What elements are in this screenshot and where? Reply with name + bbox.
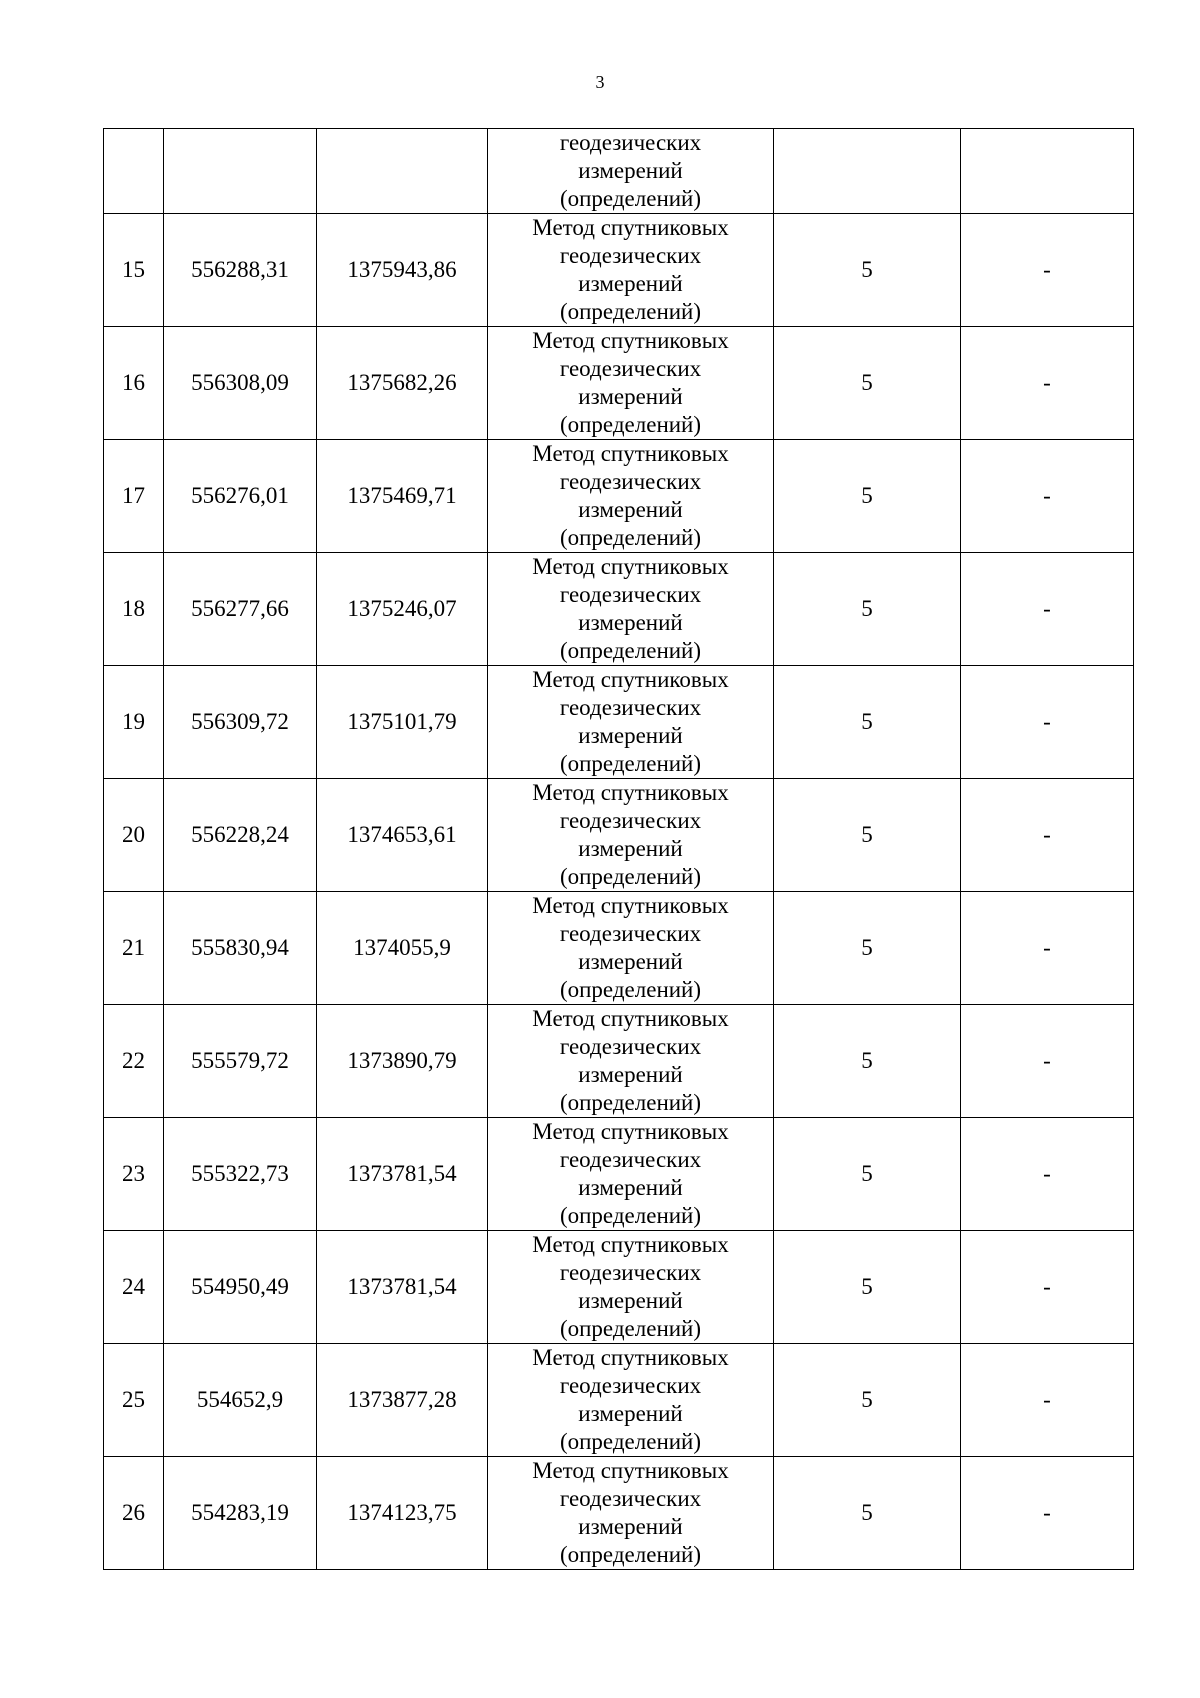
method-line: геодезических xyxy=(559,1147,702,1172)
method-line: измерений xyxy=(578,158,683,183)
method-line: Метод спутниковых xyxy=(532,1458,729,1483)
method-line: Метод спутниковых xyxy=(532,1119,729,1144)
cell-note: - xyxy=(961,1231,1134,1344)
cell-y: 1373877,28 xyxy=(317,1344,488,1457)
cell-note: - xyxy=(961,327,1134,440)
method-line: (определений) xyxy=(559,1090,702,1115)
cell-y: 1375469,71 xyxy=(317,440,488,553)
cell-note: - xyxy=(961,1005,1134,1118)
cell-num: 17 xyxy=(104,440,164,553)
cell-num: 19 xyxy=(104,666,164,779)
cell-y: 1373890,79 xyxy=(317,1005,488,1118)
cell-accuracy: 5 xyxy=(774,1231,961,1344)
method-line: геодезических xyxy=(559,1260,702,1285)
cell-num: 18 xyxy=(104,553,164,666)
cell-method xyxy=(488,1344,774,1457)
method-line: Метод спутниковых xyxy=(532,893,729,918)
cell-y: 1374055,9 xyxy=(317,892,488,1005)
method-line: измерений xyxy=(578,610,683,635)
method-line: измерений xyxy=(578,1401,683,1426)
method-line: измерений xyxy=(578,384,683,409)
cell-y: 1374123,75 xyxy=(317,1457,488,1570)
cell-y xyxy=(317,129,488,214)
method-line: (определений) xyxy=(559,186,702,211)
cell-note: - xyxy=(961,553,1134,666)
method-line: измерений xyxy=(578,497,683,522)
method-line: измерений xyxy=(578,1175,683,1200)
cell-y: 1373781,54 xyxy=(317,1231,488,1344)
method-line: (определений) xyxy=(559,525,702,550)
cell-x: 556277,66 xyxy=(164,553,317,666)
method-line: Метод спутниковых xyxy=(532,780,729,805)
cell-method xyxy=(488,214,774,327)
cell-x: 556228,24 xyxy=(164,779,317,892)
method-line: (определений) xyxy=(559,1316,702,1341)
cell-y: 1374653,61 xyxy=(317,779,488,892)
method-line: геодезических xyxy=(559,469,702,494)
method-line: Метод спутниковых xyxy=(532,1232,729,1257)
cell-num: 15 xyxy=(104,214,164,327)
cell-method xyxy=(488,1457,774,1570)
cell-method xyxy=(488,892,774,1005)
cell-x: 556308,09 xyxy=(164,327,317,440)
cell-num: 21 xyxy=(104,892,164,1005)
cell-note: - xyxy=(961,666,1134,779)
method-line: геодезических xyxy=(559,1486,702,1511)
table-row xyxy=(104,1118,1134,1231)
cell-note: - xyxy=(961,1344,1134,1457)
method-line: (определений) xyxy=(559,1429,702,1454)
cell-accuracy: 5 xyxy=(774,1344,961,1457)
cell-num: 20 xyxy=(104,779,164,892)
cell-method xyxy=(488,1005,774,1118)
cell-accuracy: 5 xyxy=(774,327,961,440)
cell-y: 1375246,07 xyxy=(317,553,488,666)
method-line: геодезических xyxy=(559,1034,702,1059)
cell-num: 25 xyxy=(104,1344,164,1457)
method-line: измерений xyxy=(578,1514,683,1539)
cell-method xyxy=(488,553,774,666)
method-line: (определений) xyxy=(559,751,702,776)
cell-method xyxy=(488,327,774,440)
method-line: Метод спутниковых xyxy=(532,554,729,579)
cell-accuracy xyxy=(774,129,961,214)
table-row xyxy=(104,1005,1134,1118)
coordinates-table xyxy=(103,128,1134,1570)
cell-accuracy: 5 xyxy=(774,214,961,327)
method-line: геодезических xyxy=(559,808,702,833)
cell-x xyxy=(164,129,317,214)
table-row xyxy=(104,1457,1134,1570)
cell-num: 23 xyxy=(104,1118,164,1231)
cell-x: 555830,94 xyxy=(164,892,317,1005)
cell-num: 16 xyxy=(104,327,164,440)
method-line: Метод спутниковых xyxy=(532,667,729,692)
cell-num: 22 xyxy=(104,1005,164,1118)
cell-num: 26 xyxy=(104,1457,164,1570)
table-row xyxy=(104,214,1134,327)
table-row xyxy=(104,1344,1134,1457)
cell-y: 1373781,54 xyxy=(317,1118,488,1231)
cell-x: 554283,19 xyxy=(164,1457,317,1570)
cell-accuracy: 5 xyxy=(774,892,961,1005)
cell-x: 556309,72 xyxy=(164,666,317,779)
method-line: измерений xyxy=(578,1288,683,1313)
cell-note xyxy=(961,129,1134,214)
cell-x: 556276,01 xyxy=(164,440,317,553)
method-line: (определений) xyxy=(559,638,702,663)
table-body xyxy=(104,129,1134,1570)
method-line: измерений xyxy=(578,1062,683,1087)
cell-y: 1375682,26 xyxy=(317,327,488,440)
cell-x: 554652,9 xyxy=(164,1344,317,1457)
cell-x: 555579,72 xyxy=(164,1005,317,1118)
table-row xyxy=(104,553,1134,666)
cell-x: 556288,31 xyxy=(164,214,317,327)
table-row xyxy=(104,666,1134,779)
cell-note: - xyxy=(961,892,1134,1005)
method-line: Метод спутниковых xyxy=(532,215,729,240)
method-line: геодезических xyxy=(559,695,702,720)
cell-accuracy: 5 xyxy=(774,553,961,666)
cell-x: 555322,73 xyxy=(164,1118,317,1231)
method-line: (определений) xyxy=(559,864,702,889)
method-line: (определений) xyxy=(559,412,702,437)
cell-y: 1375101,79 xyxy=(317,666,488,779)
cell-method xyxy=(488,779,774,892)
cell-note: - xyxy=(961,440,1134,553)
method-line: геодезических xyxy=(559,243,702,268)
cell-note: - xyxy=(961,779,1134,892)
cell-accuracy: 5 xyxy=(774,1005,961,1118)
cell-num xyxy=(104,129,164,214)
table-row xyxy=(104,327,1134,440)
table-row xyxy=(104,440,1134,553)
method-line: геодезических xyxy=(559,582,702,607)
cell-method xyxy=(488,1118,774,1231)
method-line: геодезических xyxy=(559,130,702,155)
page-number: 3 xyxy=(595,72,605,92)
cell-note: - xyxy=(961,214,1134,327)
table-row-continuation xyxy=(104,129,1134,214)
table-row xyxy=(104,1231,1134,1344)
cell-x: 554950,49 xyxy=(164,1231,317,1344)
method-line: Метод спутниковых xyxy=(532,328,729,353)
method-line: (определений) xyxy=(559,1203,702,1228)
method-line: измерений xyxy=(578,836,683,861)
method-line: измерений xyxy=(578,949,683,974)
table-row xyxy=(104,892,1134,1005)
method-line: геодезических xyxy=(559,921,702,946)
method-line: Метод спутниковых xyxy=(532,441,729,466)
method-line: (определений) xyxy=(559,299,702,324)
method-line: измерений xyxy=(578,723,683,748)
cell-accuracy: 5 xyxy=(774,1457,961,1570)
method-line: (определений) xyxy=(559,977,702,1002)
table-row xyxy=(104,779,1134,892)
cell-method xyxy=(488,1231,774,1344)
cell-accuracy: 5 xyxy=(774,440,961,553)
cell-note: - xyxy=(961,1118,1134,1231)
cell-accuracy: 5 xyxy=(774,1118,961,1231)
method-line: Метод спутниковых xyxy=(532,1345,729,1370)
cell-method xyxy=(488,129,774,214)
cell-y: 1375943,86 xyxy=(317,214,488,327)
method-line: геодезических xyxy=(559,356,702,381)
cell-note: - xyxy=(961,1457,1134,1570)
cell-num: 24 xyxy=(104,1231,164,1344)
cell-accuracy: 5 xyxy=(774,779,961,892)
method-line: измерений xyxy=(578,271,683,296)
cell-method xyxy=(488,666,774,779)
method-line: (определений) xyxy=(559,1542,702,1567)
method-line: Метод спутниковых xyxy=(532,1006,729,1031)
cell-method xyxy=(488,440,774,553)
cell-accuracy: 5 xyxy=(774,666,961,779)
method-line: геодезических xyxy=(559,1373,702,1398)
